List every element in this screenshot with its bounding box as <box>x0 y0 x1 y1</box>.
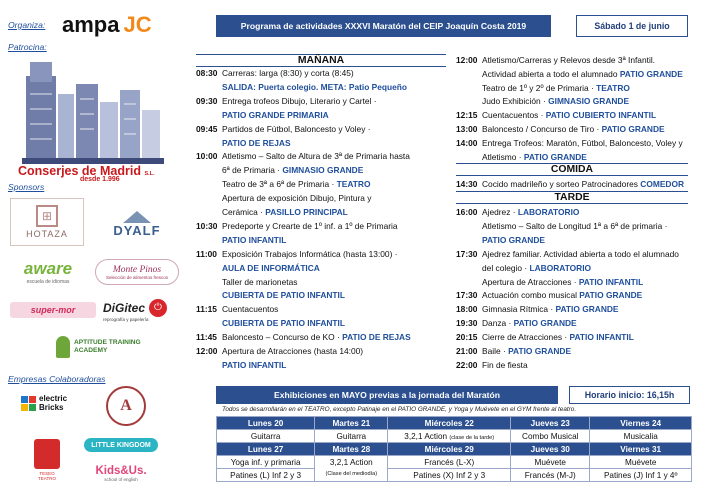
schedule-line <box>456 207 579 218</box>
teseo-text: TESEO TEATRO <box>38 471 56 481</box>
schedule-line <box>456 179 684 190</box>
schedule-activity: Atletismo · <box>482 151 522 162</box>
schedule-time: 20:15 <box>456 332 478 343</box>
schedule-location: LABORATORIO <box>529 262 592 273</box>
schedule-activity: Cuentacuentos · <box>482 110 544 121</box>
schedule-activity: Actividad abierta a todo el alumnado <box>482 68 618 79</box>
hotaza-window-icon: ⊞ <box>36 205 58 227</box>
little-kingdom-text: LITTLE KINGDOM <box>91 441 151 449</box>
schedule-line <box>196 346 363 357</box>
super-mor-text: super-mor <box>30 305 76 315</box>
activity-text: Francés (M-J) <box>524 470 576 480</box>
teseo-mask-icon <box>34 439 60 469</box>
schedule-time: 14:30 <box>456 179 478 189</box>
schedule-line <box>456 235 545 246</box>
schedule-location: COMEDOR <box>640 179 685 189</box>
conserjes-building-logo <box>22 54 164 164</box>
schedule-activity: Cocido madrileño y sorteo Patrocinadores <box>482 179 638 189</box>
schedule-activity: Danza · <box>482 318 512 329</box>
comida-heading: COMIDA <box>456 163 688 176</box>
schedule-time: 11:45 <box>196 332 217 343</box>
schedule-line <box>196 110 329 121</box>
schedule-location: PASILLO PRINCIPAL <box>265 207 348 217</box>
schedule-activity: del colegio · <box>482 262 528 273</box>
schedule-location: PATIO INFANTIL <box>222 234 287 245</box>
exhibitions-title-bar: Exhibiciones en MAYO previas a la jornada del Maratón <box>216 386 558 404</box>
schedule-time: 17:30 <box>456 290 478 301</box>
activity-cell <box>590 456 692 469</box>
schedule-location: PATIO GRANDE PRIMARIA <box>222 109 329 120</box>
exhibitions-table <box>216 416 692 482</box>
schedule-location: GIMNASIO GRANDE <box>548 96 630 107</box>
week2-activities-row-2 <box>217 469 692 482</box>
schedule-line <box>456 138 683 149</box>
schedule-location: PATIO GRANDE <box>482 234 545 245</box>
activity-text: Guitarra <box>336 431 367 441</box>
schedule-line <box>196 235 286 246</box>
schedule-line <box>456 221 667 232</box>
activity-cell <box>217 430 315 443</box>
super-mor-logo <box>10 302 96 318</box>
schedule-location: PATIO GRANDE <box>601 124 665 134</box>
schedule-activity: Apertura de Atracciones · <box>482 276 577 287</box>
day-header: Martes 28 <box>315 443 388 456</box>
schedule-activity: Entrega trofeos Dibujo, Literario y Cartel · <box>222 95 377 106</box>
exhibitions-start-time: Horario inicio: 16,15h <box>569 386 690 404</box>
schedule-line <box>456 249 679 260</box>
activity-cell <box>511 469 590 482</box>
aptitude-figure-icon <box>56 336 70 358</box>
schedule-activity: 6ª de Primaria · <box>222 165 281 176</box>
schedule-time: 13:00 <box>456 124 478 134</box>
schedule-time: 16:00 <box>456 207 478 217</box>
schedule-location: PATIO GRANDE <box>619 68 683 79</box>
schedule-activity: Teatro de 3ª a 6ª de Primaria · <box>222 179 335 190</box>
schedule-activity: Baile · <box>482 346 506 356</box>
schedule-location: PATIO INFANTIL <box>578 276 644 287</box>
schedule-time: 12:00 <box>456 55 478 65</box>
schedule-location: PATIO GRANDE <box>579 290 643 301</box>
activity-text: Musicalia <box>623 431 658 441</box>
activity-cell <box>217 469 315 482</box>
schedule-line <box>196 193 371 204</box>
digitec-text: DiGitec <box>103 300 146 315</box>
activity-cell <box>511 430 590 443</box>
monte-pinos-sub: Selección de alimentos frescos <box>105 274 169 280</box>
aptitude-logo <box>50 330 150 364</box>
exhibitions-note: Todos se desarrollarán en el TEATRO, excepto Patinaje en el PATIO GRANDE, y Yoga y Muévete en el GYM frente al teatro. <box>222 406 577 413</box>
schedule-location: PATIO INFANTIL <box>569 332 634 343</box>
schedule-activity: Apertura de Atracciones (hasta 14:00) <box>222 346 364 356</box>
event-date: Sábado 1 de junio <box>576 15 688 37</box>
day-header: Miércoles 29 <box>388 443 511 456</box>
activity-text: Patines (X) Inf 2 y 3 <box>413 470 486 480</box>
schedule-line <box>456 318 577 329</box>
schedule-time: 10:00 <box>196 151 218 162</box>
kids-and-us-logo <box>90 460 152 486</box>
digitec-logo <box>103 296 179 324</box>
schedule-time: 22:00 <box>456 359 478 370</box>
day-header: Jueves 23 <box>511 417 590 430</box>
schedule-activity: Judo Exhibición · <box>482 96 546 107</box>
aware-text: aware <box>23 259 73 278</box>
schedule-line <box>456 69 683 80</box>
schedule-activity: Teatro de 1º y 2º de Primaria · <box>482 82 594 93</box>
schedule-time: 11:15 <box>196 304 217 315</box>
schedule-line <box>196 151 410 162</box>
week1-activities-row <box>217 430 692 443</box>
day-header: Martes 21 <box>315 417 388 430</box>
day-header: Miércoles 22 <box>388 417 511 430</box>
week2-days-row <box>217 443 692 456</box>
schedule-activity: Atletismo – Salto de Altura de 3ª de Primaria hasta <box>222 151 410 162</box>
bricks-icon <box>21 396 36 411</box>
aware-logo <box>10 256 86 288</box>
manana-heading: MAÑANA <box>196 54 446 67</box>
activity-text: Muévete <box>534 457 566 467</box>
schedule-line <box>456 152 587 163</box>
activity-text: Francés (L-X) <box>424 457 475 467</box>
sponsors-label: Sponsors <box>8 182 45 192</box>
schedule-activity: Cerámica · <box>222 207 263 217</box>
aware-sub: escuela de idiomas <box>26 279 70 285</box>
schedule-location: PATIO DE REJAS <box>342 332 411 343</box>
schedule-line <box>196 263 320 274</box>
activity-cell <box>388 430 511 443</box>
activity-text: 3,2,1 Action <box>329 458 373 467</box>
schedule-location: PATIO CUBIERTO INFANTIL <box>545 110 657 121</box>
electric-bricks-text: electric Bricks <box>39 394 68 412</box>
schedule-line <box>456 332 634 343</box>
schedule-activity: Cierre de Atracciones · <box>482 332 568 343</box>
schedule-activity: Taller de marionetas <box>222 276 298 287</box>
activity-cell <box>511 456 590 469</box>
schedule-time: 09:30 <box>196 95 218 106</box>
schedule-location: AULA DE INFORMÁTICA <box>222 262 320 273</box>
activity-text: Combo Musical <box>522 431 579 441</box>
schedule-line <box>196 221 398 232</box>
schedule-line <box>456 346 571 357</box>
building-skyline-icon <box>22 54 164 164</box>
schedule-line <box>196 318 345 329</box>
schedule-line <box>456 263 591 274</box>
activity-text: Guitarra <box>250 431 281 441</box>
schedule-activity: Ajedrez · <box>482 207 516 217</box>
dyalf-logo <box>106 204 168 244</box>
activity-cell <box>217 456 315 469</box>
activity-text: Yoga inf. y primaria <box>230 457 301 467</box>
ampa-text: ampa <box>62 12 120 37</box>
schedule-activity: Actuación combo musical <box>482 290 577 301</box>
schedule-time: 14:00 <box>456 137 478 148</box>
schedule-time: 08:30 <box>196 68 218 78</box>
schedule-activity: Partidos de Fútbol, Baloncesto y Voley · <box>222 123 371 134</box>
activity-note: (clase de la tarde) <box>449 434 495 441</box>
schedule-location: PATIO GRANDE <box>523 151 587 162</box>
organiza-label: Organiza: <box>8 20 46 30</box>
schedule-location: PATIO INFANTIL <box>222 359 287 370</box>
activity-cell <box>590 469 692 482</box>
conserjes-name-text: Conserjes de Madrid <box>18 164 141 178</box>
schedule-activity: Baloncesto / Concurso de Tiro · <box>482 124 600 134</box>
schedule-activity: Entrega Trofeos: Maratón, Fútbol, Baloncesto, Voley y <box>482 137 683 148</box>
dyalf-roof-icon <box>123 211 151 223</box>
schedule-time: 18:00 <box>456 304 478 315</box>
schedule-line <box>456 277 643 288</box>
schedule-location: PATIO GRANDE <box>513 318 577 329</box>
activity-text: Patines (J) Inf 1 y 4º <box>603 470 678 480</box>
schedule-time: 10:30 <box>196 220 218 231</box>
schedule-line <box>196 179 370 190</box>
schedule-activity: Carreras: larga (8:30) y corta (8:45) <box>222 68 354 78</box>
day-header: Lunes 20 <box>217 417 315 430</box>
activity-cell <box>388 456 511 469</box>
schedule-line <box>456 96 629 107</box>
schedule-location: TEATRO <box>596 82 630 93</box>
schedule-line <box>456 55 655 66</box>
kids-us-text: Kids&Us. <box>95 464 147 477</box>
day-header: Lunes 27 <box>217 443 315 456</box>
activity-note: (Clase del mediodía) <box>325 471 378 477</box>
schedule-activity: Baloncesto – Concurso de KO · <box>222 332 340 343</box>
schedule-time: 11:00 <box>196 248 217 259</box>
digitec-sub: reprografía y papelería <box>103 316 149 322</box>
schedule-line <box>456 83 630 94</box>
day-header: Viernes 24 <box>590 417 692 430</box>
activity-cell <box>388 469 511 482</box>
week2-activities-row-1 <box>217 456 692 469</box>
schedule-time: 12:15 <box>456 110 478 121</box>
schedule-time: 21:00 <box>456 346 478 356</box>
schedule-time: 12:00 <box>196 346 218 356</box>
aptitude-text: APTITUDE TRAINING ACADEMY <box>74 339 141 354</box>
schedule-line <box>196 290 345 301</box>
digitec-power-icon: ⏻ <box>149 299 167 317</box>
schedule-activity: Cuentacuentos <box>222 304 279 315</box>
schedule-line <box>196 165 363 176</box>
schedule-activity: Exposición Trabajos Informática (hasta 13:00) · <box>222 248 398 259</box>
activity-cell <box>590 430 692 443</box>
conserjes-since: desde 1.996 <box>80 176 120 183</box>
week1-days-row <box>217 417 692 430</box>
schedule-line <box>196 138 291 149</box>
hotaza-logo <box>10 198 84 246</box>
little-kingdom-logo <box>84 438 158 452</box>
dyalf-text: DYALF <box>113 222 161 238</box>
schedule-line <box>196 96 377 107</box>
ampa-jc-logo <box>62 12 152 38</box>
schedule-line <box>196 82 407 93</box>
schedule-location: PATIO GRANDE <box>555 304 619 315</box>
electric-bricks-logo <box>20 390 76 416</box>
schedule-line <box>456 110 656 121</box>
schedule-activity: Apertura de exposición Dibujo, Pintura y <box>222 193 372 204</box>
conserjes-suffix: S.L. <box>144 171 155 177</box>
colaboradoras-label: Empresas Colaboradoras <box>8 374 106 384</box>
schedule-location: CUBIERTA DE PATIO INFANTIL <box>222 290 345 301</box>
activity-text: Patines (L) Inf 2 y 3 <box>230 470 302 480</box>
schedule-location: PATIO DE REJAS <box>222 137 291 148</box>
schedule-activity: Atletismo – Salto de Longitud 1ª a 6ª de primaria · <box>482 220 668 231</box>
schedule-line <box>196 207 348 218</box>
activity-cell <box>315 456 388 482</box>
day-header: Jueves 30 <box>511 443 590 456</box>
schedule-time: 19:30 <box>456 318 478 329</box>
schedule-activity: Fin de fiesta <box>482 359 528 370</box>
schedule-activity: Atletismo/Carreras y Relevos desde 3ª Infantil. <box>482 55 656 65</box>
activity-text: 3,2,1 Action <box>404 431 448 441</box>
schedule-activity: Ajedrez familiar. Actividad abierta a todo el alumnado <box>482 248 679 259</box>
schedule-line <box>196 277 297 288</box>
activity-cell <box>315 430 388 443</box>
schedule-location: GIMNASIO GRANDE <box>282 165 364 176</box>
schedule-line <box>456 360 528 371</box>
schedule-time: 09:45 <box>196 123 218 134</box>
teseo-teatro-logo <box>32 436 62 484</box>
schedule-line <box>196 304 278 315</box>
schedule-line <box>196 124 371 135</box>
schedule-location: PATIO GRANDE <box>508 346 572 356</box>
schedule-line <box>456 304 619 315</box>
schedule-activity: Predeporte y Crearte de 1º inf. a 1º de Primaria <box>222 220 398 231</box>
schedule-line <box>196 332 411 343</box>
schedule-location: LABORATORIO <box>517 207 580 217</box>
schedule-line <box>196 68 354 79</box>
schedule-activity: Gimnasia Rítmica · <box>482 304 554 315</box>
day-header: Viernes 31 <box>590 443 692 456</box>
schedule-time: 17:30 <box>456 248 478 259</box>
school-crest-logo <box>106 386 146 426</box>
school-crest-letter: A <box>120 397 132 414</box>
kids-us-sub: school of english <box>104 476 138 482</box>
tarde-heading: TARDE <box>456 191 688 204</box>
schedule-location: SALIDA: Puerta colegio. META: Patio Pequeño <box>222 81 408 92</box>
schedule-line <box>196 360 286 371</box>
monte-pinos-logo <box>95 259 179 285</box>
patrocina-label: Patrocina: <box>8 42 47 52</box>
schedule-line <box>456 290 642 301</box>
schedule-line <box>196 249 398 260</box>
monte-pinos-text: Monte Pinos <box>112 264 162 275</box>
jc-text: JC <box>123 12 152 37</box>
hotaza-text: HOTAZA <box>26 229 68 239</box>
activity-text: Muévete <box>625 457 657 467</box>
program-title-bar: Programa de actividades XXXVI Maratón del CEIP Joaquín Costa 2019 <box>216 15 551 37</box>
schedule-line <box>456 124 665 135</box>
schedule-location: TEATRO <box>336 179 371 190</box>
schedule-location: CUBIERTA DE PATIO INFANTIL <box>222 318 345 329</box>
